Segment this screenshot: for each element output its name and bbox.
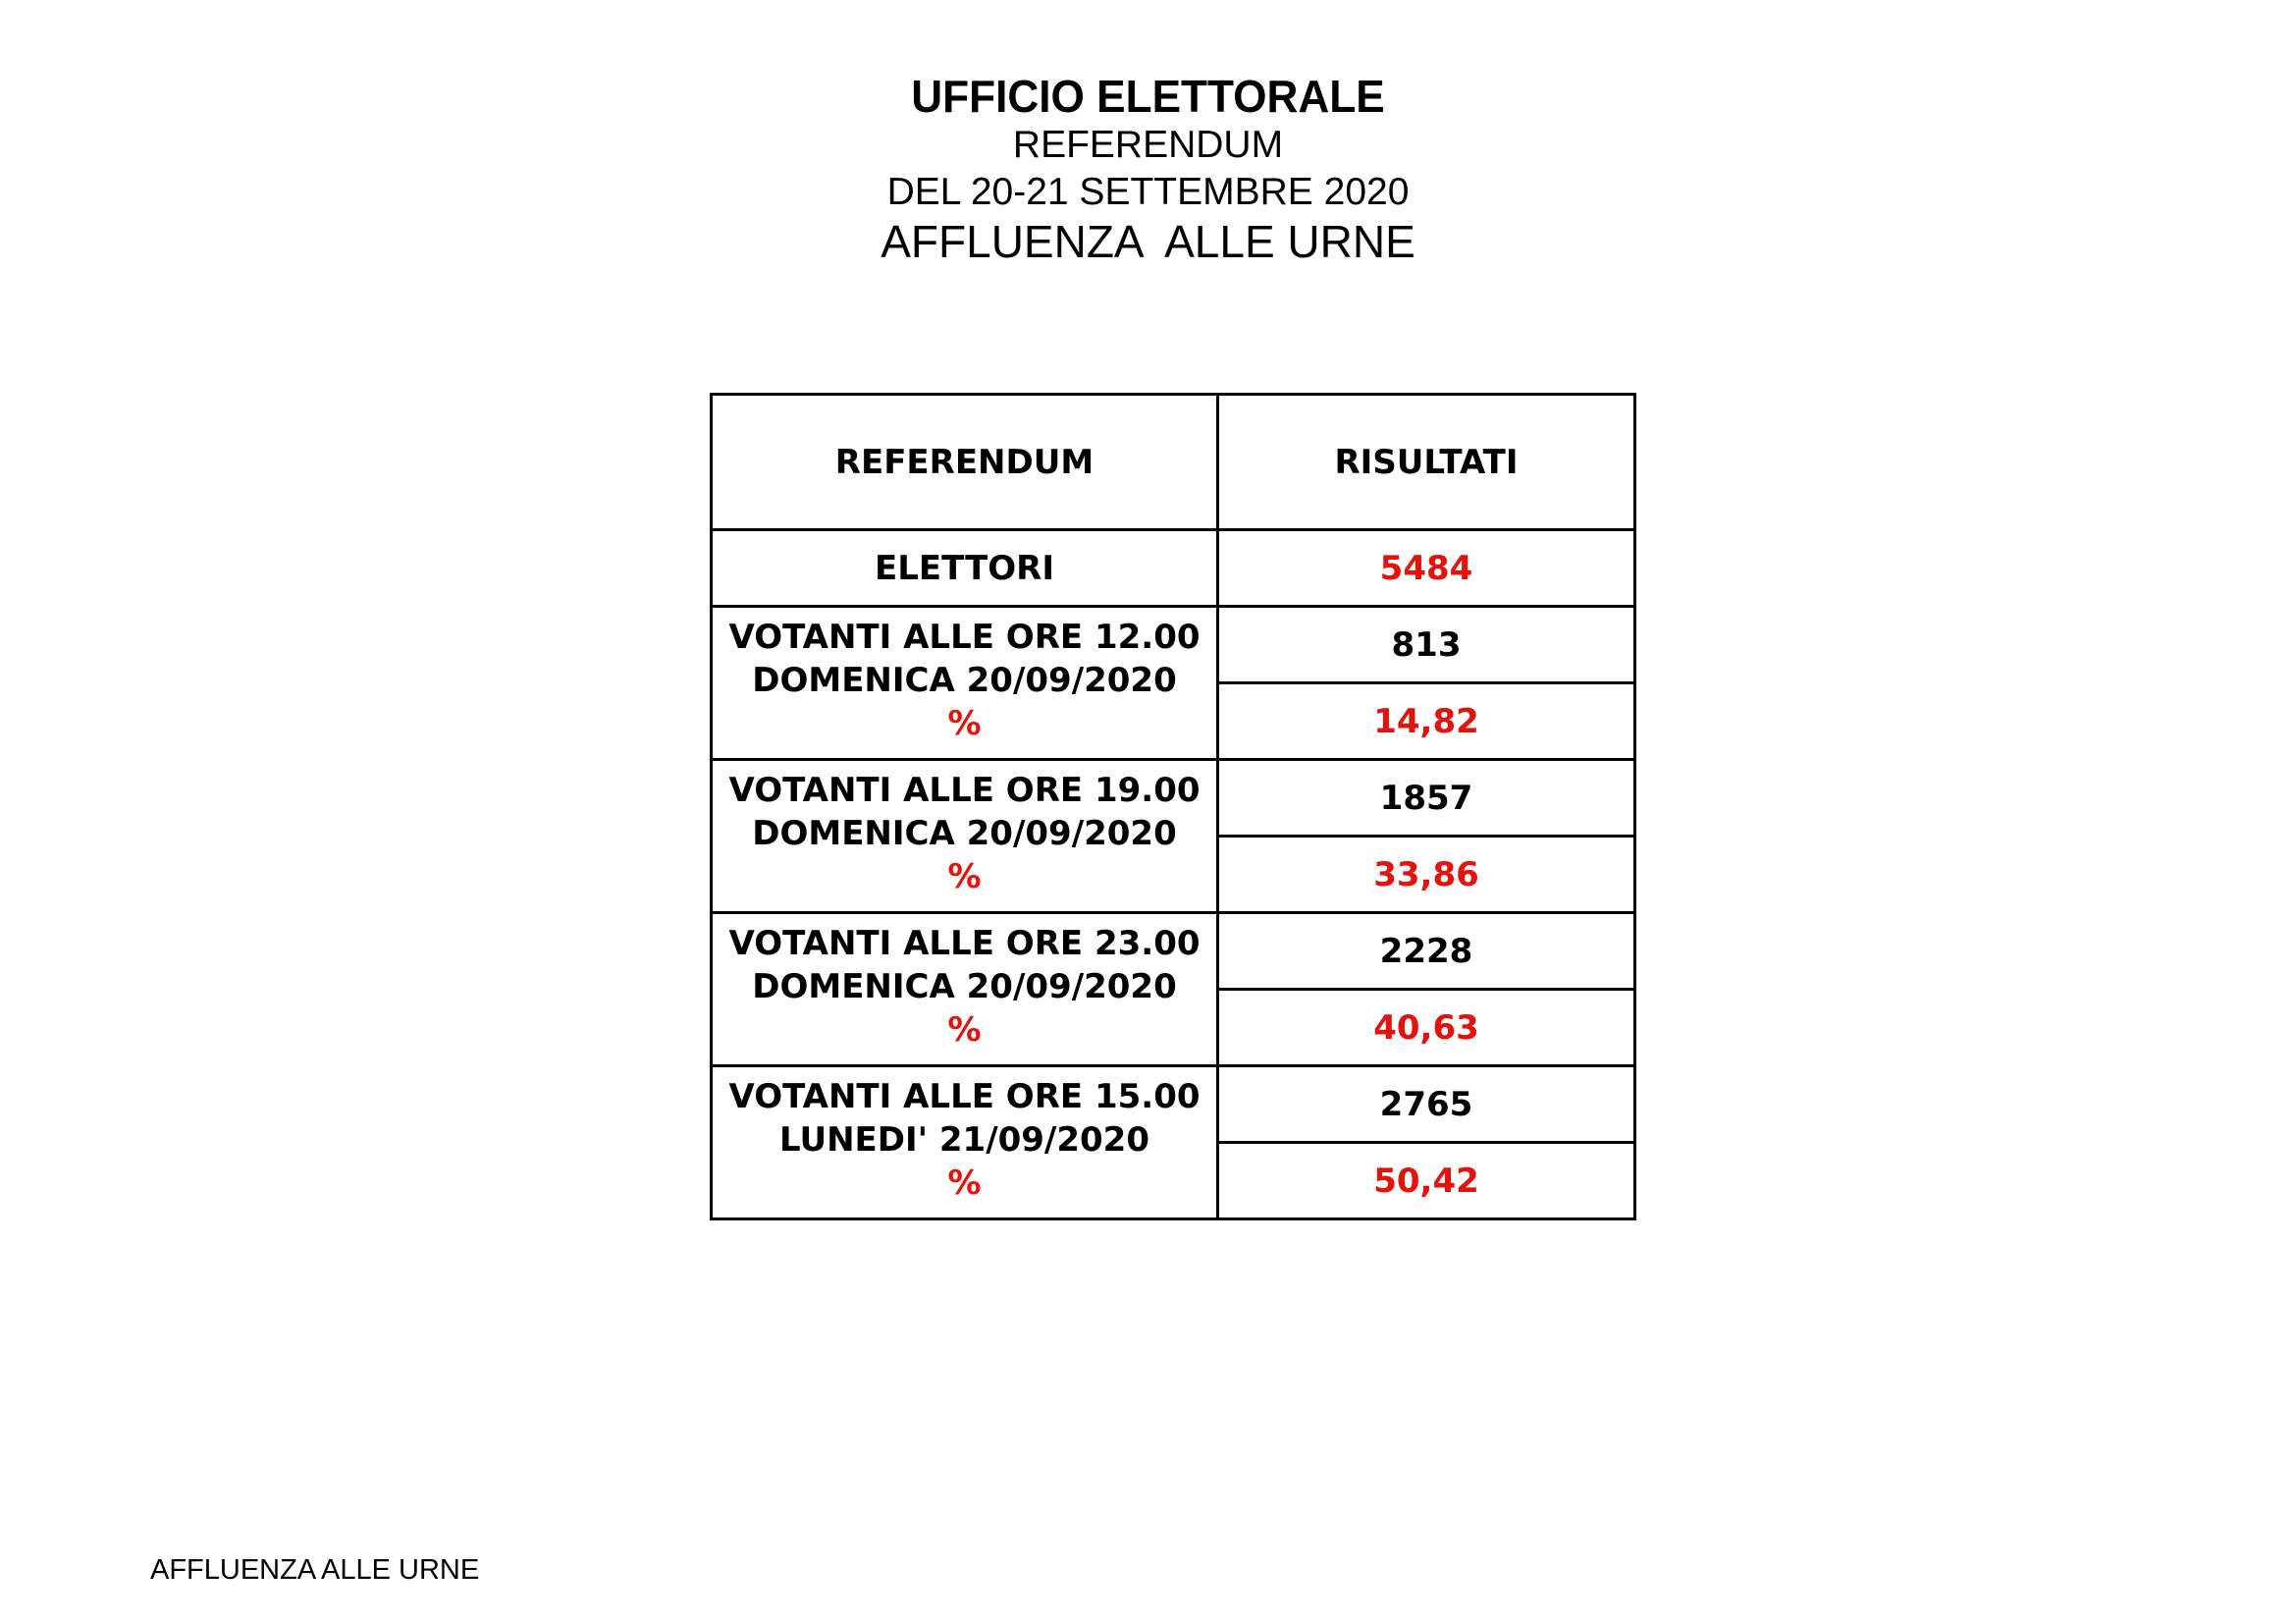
votanti-day-label: DOMENICA 20/09/2020	[752, 967, 1177, 1006]
votanti-day-label: LUNEDI' 21/09/2020	[779, 1120, 1149, 1160]
table-row	[712, 607, 1635, 683]
votanti-time-label: VOTANTI ALLE ORE 19.00	[728, 771, 1201, 810]
subtitle-referendum: REFERENDUM	[1012, 124, 1284, 166]
table-row-elettori	[712, 530, 1635, 607]
votanti-label-cell	[712, 607, 1218, 760]
percent-value: 40,63	[1218, 990, 1635, 1066]
elettori-label: ELETTORI	[712, 530, 1218, 607]
percent-sign-label: %	[947, 1163, 982, 1203]
subtitle-date: DEL 20-21 SETTEMBRE 2020	[886, 171, 1410, 213]
table-header-row	[712, 395, 1635, 530]
votanti-time-label: VOTANTI ALLE ORE 12.00	[728, 618, 1201, 657]
column-header-risultati: RISULTATI	[1218, 395, 1635, 530]
votanti-label-cell	[712, 1066, 1218, 1219]
votanti-day-label: DOMENICA 20/09/2020	[752, 661, 1177, 700]
percent-value: 14,82	[1218, 683, 1635, 760]
votanti-value: 2228	[1218, 913, 1635, 990]
page-title: UFFICIO ELETTORALE	[911, 71, 1385, 122]
table-row	[712, 760, 1635, 837]
votanti-day-label: DOMENICA 20/09/2020	[752, 814, 1177, 853]
column-header-referendum: REFERENDUM	[712, 395, 1218, 530]
page-footer: AFFLUENZA ALLE URNE	[150, 1554, 480, 1586]
subtitle-affluenza: AFFLUENZA ALLE URNE	[881, 216, 1415, 267]
percent-sign-label: %	[947, 857, 982, 896]
votanti-value: 1857	[1218, 760, 1635, 837]
percent-value: 33,86	[1218, 837, 1635, 913]
results-table	[710, 393, 1636, 1220]
votanti-time-label: VOTANTI ALLE ORE 15.00	[728, 1077, 1201, 1116]
votanti-value: 813	[1218, 607, 1635, 683]
votanti-label-cell	[712, 760, 1218, 913]
votanti-time-label: VOTANTI ALLE ORE 23.00	[728, 924, 1201, 963]
percent-value: 50,42	[1218, 1143, 1635, 1219]
votanti-label-cell	[712, 913, 1218, 1066]
elettori-value: 5484	[1218, 530, 1635, 607]
percent-sign-label: %	[947, 1010, 982, 1050]
table-row	[712, 913, 1635, 990]
table-row	[712, 1066, 1635, 1143]
percent-sign-label: %	[947, 704, 982, 743]
votanti-value: 2765	[1218, 1066, 1635, 1143]
